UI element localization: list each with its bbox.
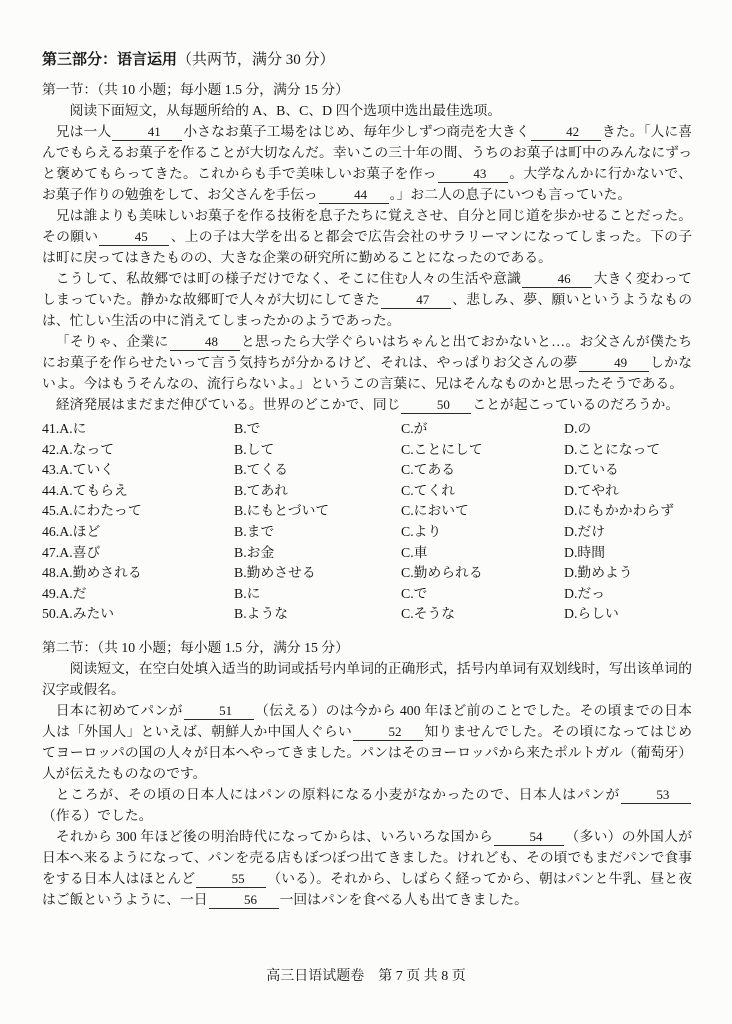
option-cell: 50.A.みたい (42, 606, 115, 622)
passage-text: しかないよ。今はもうそんなの、流行らないよ。」というこの言葉に、兄はそんなものかと思ったそうである。 (42, 355, 692, 391)
fill-blank-47: 47 (381, 292, 451, 309)
part3-heading (42, 50, 692, 71)
option-cell: B.てくる (234, 462, 289, 478)
passage-text: 日本に初めてパンが (55, 702, 183, 718)
option-cell: B.で (234, 421, 261, 436)
option-row (42, 440, 692, 461)
option-cell: C.車 (401, 544, 428, 560)
passage-text: 。大学なんかに行かないで、お菓子作りの勉強をして、お父さんを手伝っ (42, 166, 692, 202)
passage-text: 「そりゃ、企業に (55, 334, 169, 349)
fill-blank-53: 53 (621, 787, 691, 804)
option-cell: C.勤められる (401, 565, 483, 581)
passage-paragraph (42, 700, 692, 784)
passage-paragraph (42, 394, 692, 415)
option-row (42, 584, 692, 605)
option-cell: B.して (234, 441, 275, 457)
passage-text: 、悲しみ、夢、願いというようなものは、忙しい生活の中に消えてしまったかのようであった。 (42, 292, 693, 328)
option-cell: D.の (564, 421, 592, 436)
option-row (42, 501, 692, 522)
passage-text: 、上の子は大学を出ると都会で広告会社のサラリーマンになってしまった。下の子は町に戻ってはきたものの、大きな企業の研究所に勤めることになったのである。 (42, 229, 692, 265)
fill-blank-54: 54 (494, 829, 564, 846)
option-cell: D.勤めよう (564, 565, 633, 581)
section2-title: 第二节：（共 10 小题；每小题 1.5 分，满分 15 分） (42, 639, 349, 655)
section2-block (42, 637, 692, 910)
option-cell: D.てやれ (564, 482, 619, 498)
passage-text: 兄は誰よりも美味しいお菓子を作る技術を息子たちに覚えさせ、自分と同じ道を歩かせることだった。その願い (42, 208, 692, 244)
fill-blank-55: 55 (196, 871, 266, 888)
option-cell: D.だっ (564, 585, 606, 601)
passage-text: ところが、その頃の日本人にはパンの原料になる小麦がなかったので、日本人はパンが (55, 786, 620, 802)
section2-passage (42, 700, 692, 910)
option-row (42, 604, 692, 625)
option-row (42, 563, 692, 584)
option-cell: B.に (234, 585, 261, 601)
option-cell: 49.A.だ (42, 585, 87, 601)
fill-blank-50: 50 (401, 397, 471, 414)
option-cell: B.てあれ (234, 482, 289, 498)
fill-blank-56: 56 (209, 892, 279, 909)
passage-text: （多い）の外国人が日本へ来るようになって、パンを売る店もぼつぼつ出てきました。けれども、その頃でもまだパンで食事をする日本人はほとんど (42, 828, 693, 886)
option-cell: 42.A.なって (42, 441, 115, 457)
fill-blank-48: 48 (170, 334, 240, 351)
option-cell: D.時間 (564, 544, 606, 560)
option-cell: D.ことになって (564, 441, 661, 457)
option-cell: B.勤めさせる (234, 565, 316, 581)
option-cell: 47.A.喜び (42, 544, 101, 560)
fill-blank-42: 42 (531, 124, 601, 141)
option-cell: D.だけ (564, 523, 606, 539)
fill-blank-41: 41 (112, 124, 182, 141)
fill-blank-45: 45 (99, 229, 169, 246)
fill-blank-52: 52 (353, 724, 423, 741)
section1-instructions: 阅读下面短文，从每题所给的 A、B、C、D 四个选项中选出最佳选项。 (69, 103, 502, 118)
passage-paragraph (42, 826, 692, 910)
option-cell: B.にもとづいて (234, 503, 330, 519)
part3-title: 第三部分：语言运用 (42, 52, 178, 68)
option-cell: 43.A.ていく (42, 462, 115, 478)
option-cell: 41.A.に (42, 421, 87, 436)
passage-text: （いる）。それから、しばらく経ってから、朝はパンと牛乳、昼と夜はご飯というように、一日 (42, 870, 692, 907)
option-cell: 45.A.にわたって (42, 503, 142, 519)
fill-blank-49: 49 (579, 355, 649, 372)
option-cell: C.より (401, 523, 442, 539)
option-cell: C.てある (401, 462, 456, 478)
option-cell: B.お金 (234, 544, 275, 560)
option-row (42, 481, 692, 502)
option-row (42, 419, 692, 440)
passage-text: 小さなお菓子工場をはじめ、毎年少しずつ商売を大きく (183, 124, 530, 139)
option-cell: C.で (401, 585, 428, 601)
option-cell: C.てくれ (401, 482, 456, 498)
option-cell: C.そうな (401, 606, 456, 622)
option-cell: C.ことにして (401, 441, 483, 457)
option-cell: C.が (401, 421, 428, 436)
option-cell: B.ような (234, 606, 289, 622)
fill-blank-46: 46 (522, 271, 592, 288)
option-cell: C.において (401, 503, 469, 519)
option-row (42, 460, 692, 481)
option-cell: D.ている (564, 462, 619, 478)
option-cell: D.にもかかわらず (564, 503, 674, 519)
fill-blank-44: 44 (319, 187, 389, 204)
passage-text: それから 300 年ほど後の明治時代になってからは、いろいろな国から (55, 828, 494, 844)
passage-text: （作る）でした。 (42, 807, 153, 823)
passage-text: ことが起こっているのだろうか。 (472, 397, 680, 412)
fill-blank-51: 51 (184, 703, 254, 720)
option-row (42, 522, 692, 543)
passage-text: 大きく変わってしまっていた。静かな故郷町で人々が大切にしてきた (42, 271, 692, 307)
option-cell: D.らしい (564, 606, 619, 622)
passage-text: 知りませんでした。その頃になってはじめてヨーロッパの国の人々が日本へやってきました。パンはそのヨーロッパから来たポルトガル（葡萄牙）人が伝えたものなのです。 (42, 723, 693, 781)
passage-text: 経済発展はまだまだ伸びている。世界のどこかで、同じ (55, 397, 401, 412)
passage-paragraph (42, 268, 692, 331)
fill-blank-43: 43 (438, 166, 508, 183)
page-footer: 高三日语试题卷 第 7 页 共 8 页 (266, 969, 466, 984)
passage-text: 。」お二人の息子にいつも言っていた。 (389, 187, 632, 202)
option-cell: 48.A.勤めされる (42, 565, 142, 581)
passage-paragraph (42, 121, 692, 205)
section1-passage (42, 121, 692, 415)
passage-text: （伝える）のは今から 400 年ほど前のことでした。その頃までの日本人は「外国人」といえば、朝鮮人か中国人ぐらい (42, 702, 693, 739)
passage-text: きた。「人に喜んでもらえるお菓子を作ることが大切なんだ。幸いこの三十年の間、うちのお菓子は町中のみんなにずっと褒めてもらってきた。これからも手で美味しいお菓子を作っ (42, 124, 693, 181)
passage-paragraph (42, 784, 692, 826)
part3-title-meta: （共两节，满分 30 分） (177, 52, 335, 68)
passage-paragraph (42, 331, 692, 394)
passage-text: 一回はパンを食べる人も出てきました。 (279, 891, 528, 907)
section1-title: 第一节：（共 10 小题；每小题 1.5 分，满分 15 分） (42, 82, 349, 97)
section2-instructions: 阅读短文，在空白处填入适当的助词或括号内单词的正确形式，括号内单词有双划线时，写出该单词的汉字或假名。 (42, 660, 692, 697)
section1-options (42, 419, 692, 625)
option-cell: 44.A.てもらえ (42, 482, 128, 498)
passage-text: 兄は一人 (55, 124, 112, 139)
option-row (42, 543, 692, 564)
option-cell: B.まで (234, 523, 275, 539)
passage-paragraph (42, 205, 692, 268)
passage-text: こうして、私故郷では町の様子だけでなく、そこに住む人々の生活や意識 (55, 271, 522, 286)
passage-text: と思ったら大学ぐらいはちゃんと出ておかないと…。お父さんが僕たちにお菓子を作らせたいって言う気持ちが分かるけど、それは、やっぱりお父さんの夢 (42, 334, 693, 370)
option-cell: 46.A.ほど (42, 523, 101, 539)
